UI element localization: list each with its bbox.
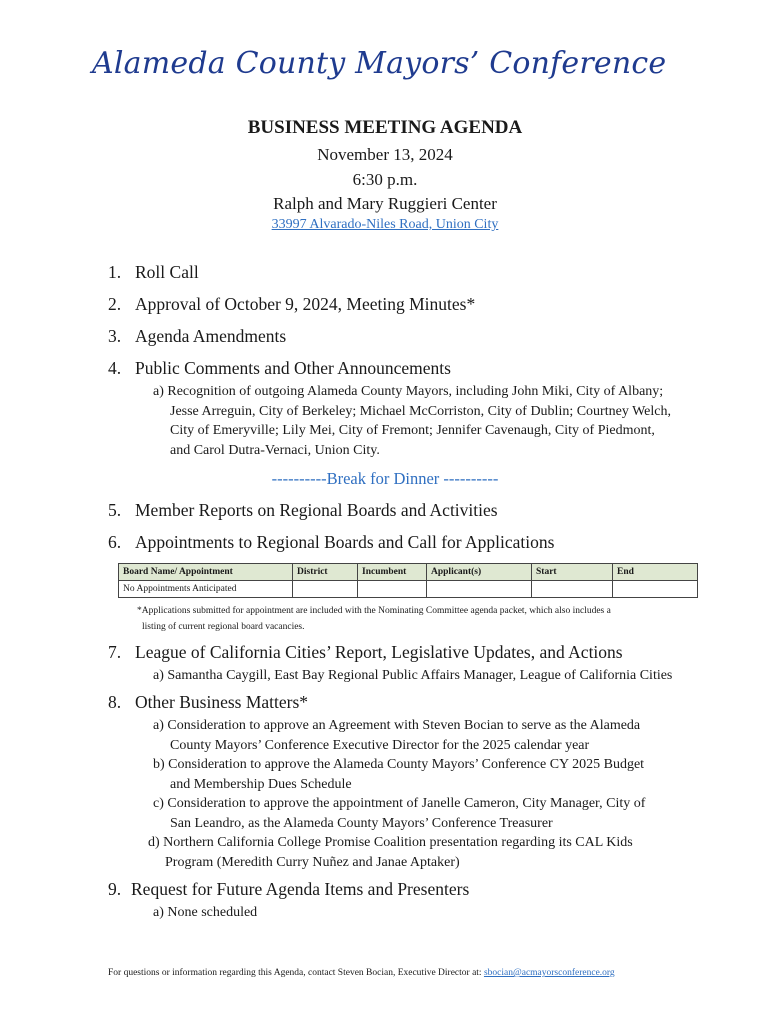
agenda-item	[108, 262, 199, 283]
agenda-item	[108, 642, 623, 663]
meeting-time: 6:30 p.m.	[352, 170, 418, 189]
applications-footnote	[137, 603, 707, 635]
meeting-date: November 13, 2024	[317, 145, 453, 164]
sub-line: c) Consideration to approve the appointment of Janelle Cameron, City Manager, City of	[153, 796, 646, 811]
footnote-line: *Applications submitted for appointment are included with the Nominating Committee agenda packet, which also includes a	[137, 606, 611, 616]
contact-email-link[interactable]: sbocian@acmayorsconference.org	[483, 968, 615, 978]
item-text: Agenda Amendments	[135, 326, 287, 346]
item8-subitem-d	[148, 833, 718, 872]
sub-line: d) Northern California College Promise Coalition presentation regarding its CAL Kids	[148, 835, 633, 850]
table-cell: No Appointments Anticipated	[119, 581, 293, 598]
item-text: Public Comments and Other Announcements	[135, 358, 451, 378]
sub-line: Jesse Arreguin, City of Berkeley; Michael McCorriston, City of Dublin; Courtney Welch,	[170, 403, 671, 419]
table-row	[119, 581, 698, 598]
agenda-title: BUSINESS MEETING AGENDA	[247, 117, 523, 138]
org-title: Alameda County Mayors’ Conference	[92, 46, 667, 81]
item-number: 6.	[108, 532, 122, 552]
item-number: 1.	[108, 262, 122, 282]
item8-subitem-a	[153, 716, 723, 755]
item-text: League of California Cities’ Report, Legislative Updates, and Actions	[135, 642, 623, 662]
table-cell	[293, 581, 358, 598]
sub-line: and Carol Dutra-Vernaci, Union City.	[170, 442, 380, 458]
break-for-dinner: ----------Break for Dinner ----------	[271, 469, 499, 488]
footer-contact	[108, 968, 728, 978]
item-text: Appointments to Regional Boards and Call for Applications	[135, 532, 555, 552]
agenda-item	[108, 358, 451, 379]
column-header: Incumbent	[358, 564, 427, 581]
item-text: Other Business Matters*	[135, 692, 309, 712]
sub-line: City of Emeryville; Lily Mei, City of Fremont; Jennifer Cavenaugh, City of Piedmont,	[170, 423, 655, 438]
column-header: Start	[532, 564, 613, 581]
item-text: Roll Call	[135, 262, 199, 282]
item-text: Member Reports on Regional Boards and Activities	[135, 500, 498, 520]
column-header: District	[293, 564, 358, 581]
agenda-item	[108, 326, 286, 347]
item-number: 5.	[108, 500, 122, 520]
item-number: 9.	[108, 879, 122, 899]
column-header: End	[613, 564, 698, 581]
item-number: 4.	[108, 358, 122, 378]
table-header-row	[119, 564, 698, 581]
sub-line: San Leandro, as the Alameda County Mayors’ Conference Treasurer	[170, 815, 553, 831]
column-header: Board Name/ Appointment	[119, 564, 293, 581]
footnote-line: listing of current regional board vacancies.	[142, 622, 305, 632]
item-number: 7.	[108, 642, 122, 662]
agenda-item	[108, 294, 475, 315]
item-number: 8.	[108, 692, 122, 712]
column-header: Applicant(s)	[427, 564, 532, 581]
table-cell	[613, 581, 698, 598]
item-text: Request for Future Agenda Items and Presenters	[131, 879, 470, 899]
appointments-table	[118, 563, 698, 598]
sub-line: a) Recognition of outgoing Alameda County Mayors, including John Miki, City of Albany;	[153, 384, 664, 399]
sub-line: a) Consideration to approve an Agreement with Steven Bocian to serve as the Alameda	[153, 718, 641, 733]
sub-line: and Membership Dues Schedule	[170, 776, 352, 792]
item-text: Approval of October 9, 2024, Meeting Minutes*	[135, 294, 476, 314]
item8-subitem-c	[153, 794, 723, 833]
item9-subitem-a: a) None scheduled	[153, 905, 258, 920]
item-number: 3.	[108, 326, 122, 346]
table-cell	[427, 581, 532, 598]
table-cell	[532, 581, 613, 598]
venue-address-link[interactable]: 33997 Alvarado-Niles Road, Union City	[271, 217, 499, 232]
item4-subitem-a	[153, 382, 723, 460]
footer-text: For questions or information regarding this Agenda, contact Steven Bocian, Executive Director at:	[108, 968, 484, 978]
item7-subitem-a: a) Samantha Caygill, East Bay Regional Public Affairs Manager, League of California Cities	[153, 668, 673, 683]
agenda-item	[108, 692, 308, 713]
table-cell	[358, 581, 427, 598]
agenda-item	[108, 500, 498, 521]
sub-line: Program (Meredith Curry Nuñez and Janae Aptaker)	[165, 854, 460, 870]
agenda-item	[108, 532, 554, 553]
item8-subitem-b	[153, 755, 723, 794]
item-number: 2.	[108, 294, 122, 314]
sub-line: b) Consideration to approve the Alameda County Mayors’ Conference CY 2025 Budget	[153, 757, 645, 772]
agenda-item	[108, 879, 469, 900]
sub-line: County Mayors’ Conference Executive Director for the 2025 calendar year	[170, 737, 590, 753]
meeting-venue: Ralph and Mary Ruggieri Center	[273, 194, 497, 213]
